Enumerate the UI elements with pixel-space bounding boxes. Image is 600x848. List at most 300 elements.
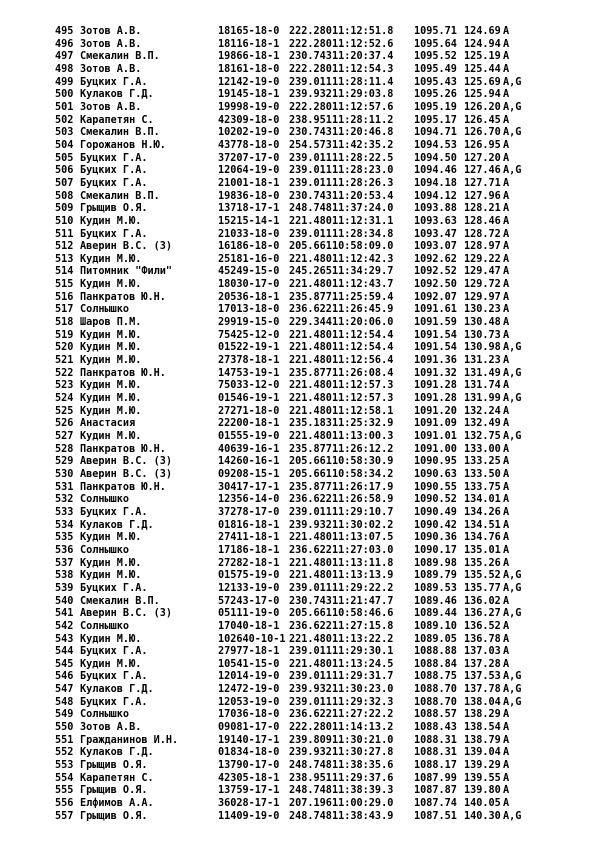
owner-name: Грыщив О.Я. xyxy=(80,760,148,772)
place-number: 496 xyxy=(55,38,74,50)
coefficient-value: 137.03 xyxy=(464,646,501,658)
ring-number: 21033-18-0 xyxy=(218,228,280,240)
distance-km: 221.480 xyxy=(289,279,332,291)
table-row xyxy=(0,317,600,330)
coefficient-value: 132.49 xyxy=(464,418,501,430)
ring-number: 37207-17-0 xyxy=(218,152,280,164)
ring-number: 18116-18-1 xyxy=(218,38,280,50)
arrival-time: 10:58:34.2 xyxy=(332,468,394,480)
arrival-time: 11:28:11.4 xyxy=(332,76,394,88)
place-number: 531 xyxy=(55,481,74,493)
distance-km: 239.011 xyxy=(289,76,332,88)
owner-name: Карапетян С. xyxy=(80,772,154,784)
place-number: 509 xyxy=(55,203,74,215)
speed-value: 1087.87 xyxy=(414,785,457,797)
speed-value: 1094.46 xyxy=(414,165,457,177)
owner-name: Зотов А.В. xyxy=(80,722,142,734)
place-number: 537 xyxy=(55,557,74,569)
distance-km: 230.743 xyxy=(289,51,332,63)
place-number: 548 xyxy=(55,696,74,708)
distance-km: 235.183 xyxy=(289,418,332,430)
arrival-time: 11:12:54.3 xyxy=(332,63,394,75)
place-number: 535 xyxy=(55,532,74,544)
flag-codes: A xyxy=(503,215,510,227)
table-row xyxy=(0,444,600,457)
table-row xyxy=(0,266,600,279)
arrival-time: 11:21:47.7 xyxy=(332,595,394,607)
coefficient-value: 140.05 xyxy=(464,798,501,810)
speed-value: 1094.71 xyxy=(414,127,457,139)
flag-codes: A xyxy=(503,532,510,544)
place-number: 536 xyxy=(55,544,74,556)
flag-codes: A xyxy=(503,380,510,392)
ring-number: 01555-19-0 xyxy=(218,431,280,442)
arrival-time: 11:28:23.0 xyxy=(332,165,394,177)
distance-km: 230.743 xyxy=(289,190,332,202)
owner-name: Кудин М.Ю. xyxy=(80,557,142,569)
owner-name: Кулаков Г.Д. xyxy=(80,747,154,759)
owner-name: Зотов А.В. xyxy=(80,63,142,75)
flag-codes: A xyxy=(503,772,510,784)
place-number: 546 xyxy=(55,671,74,683)
arrival-time: 11:29:31.7 xyxy=(332,671,394,683)
table-row xyxy=(0,482,600,495)
ring-number: 18161-18-0 xyxy=(218,63,280,75)
speed-value: 1087.99 xyxy=(414,772,457,784)
flag-codes: A xyxy=(503,785,510,797)
speed-value: 1095.52 xyxy=(414,51,457,63)
ring-number: 13718-17-1 xyxy=(218,203,280,215)
flag-codes: A xyxy=(503,38,510,50)
coefficient-value: 132.24 xyxy=(464,405,501,417)
coefficient-value: 128.21 xyxy=(464,203,501,215)
distance-km: 221.480 xyxy=(289,355,332,367)
ring-number: 30417-17-1 xyxy=(218,481,280,493)
coefficient-value: 137.53 xyxy=(464,671,501,683)
coefficient-value: 139.55 xyxy=(464,772,501,784)
flag-codes: A,G xyxy=(503,582,522,594)
owner-name: Кудин М.Ю. xyxy=(80,342,142,354)
place-number: 523 xyxy=(55,380,74,392)
table-row xyxy=(0,89,600,102)
arrival-time: 11:29:03.8 xyxy=(332,89,394,101)
arrival-time: 11:12:31.1 xyxy=(332,215,394,227)
table-row xyxy=(0,178,600,191)
speed-value: 1092.62 xyxy=(414,253,457,265)
arrival-time: 11:37:24.0 xyxy=(332,203,394,215)
arrival-time: 11:00:29.0 xyxy=(332,798,394,810)
arrival-time: 11:27:15.8 xyxy=(332,620,394,632)
speed-value: 1091.01 xyxy=(414,431,457,442)
speed-value: 1093.88 xyxy=(414,203,457,215)
owner-name: Кудин М.Ю. xyxy=(80,355,142,367)
distance-km: 205.661 xyxy=(289,241,332,253)
place-number: 517 xyxy=(55,304,74,316)
ring-number: 17013-18-0 xyxy=(218,304,280,316)
coefficient-value: 134.76 xyxy=(464,532,501,544)
arrival-time: 11:12:43.7 xyxy=(332,279,394,291)
place-number: 544 xyxy=(55,646,74,658)
speed-value: 1095.64 xyxy=(414,38,457,50)
coefficient-value: 138.29 xyxy=(464,709,501,721)
coefficient-value: 128.72 xyxy=(464,228,501,240)
coefficient-value: 140.30 xyxy=(464,810,501,822)
owner-name: Грыщив О.Я. xyxy=(80,785,148,797)
owner-name: Смекалин В.П. xyxy=(80,595,160,607)
distance-km: 236.622 xyxy=(289,544,332,556)
place-number: 506 xyxy=(55,165,74,177)
speed-value: 1091.32 xyxy=(414,367,457,379)
speed-value: 1093.63 xyxy=(414,215,457,227)
distance-km: 221.480 xyxy=(289,557,332,569)
speed-value: 1088.70 xyxy=(414,696,457,708)
table-row xyxy=(0,51,600,64)
coefficient-value: 132.75 xyxy=(464,431,501,442)
flag-codes: A,G xyxy=(503,570,522,582)
table-row xyxy=(0,558,600,571)
owner-name: Буцких Г.А. xyxy=(80,177,148,189)
owner-name: Кудин М.Ю. xyxy=(80,570,142,582)
distance-km: 235.877 xyxy=(289,367,332,379)
arrival-time: 11:34:29.7 xyxy=(332,266,394,278)
ring-number: 43778-18-0 xyxy=(218,139,280,151)
flag-codes: A xyxy=(503,89,510,101)
coefficient-value: 139.04 xyxy=(464,747,501,759)
owner-name: Кудин М.Ю. xyxy=(80,253,142,265)
arrival-time: 11:29:32.3 xyxy=(332,696,394,708)
ring-number: 09208-15-1 xyxy=(218,468,280,480)
ring-number: 05111-19-0 xyxy=(218,608,280,620)
speed-value: 1089.44 xyxy=(414,608,457,620)
ring-number: 19866-18-1 xyxy=(218,51,280,63)
flag-codes: A xyxy=(503,405,510,417)
arrival-time: 11:26:45.9 xyxy=(332,304,394,316)
distance-km: 238.951 xyxy=(289,772,332,784)
table-row xyxy=(0,406,600,419)
flag-codes: A xyxy=(503,152,510,164)
arrival-time: 11:12:54.4 xyxy=(332,342,394,354)
ring-number: 42305-18-1 xyxy=(218,772,280,784)
flag-codes: A,G xyxy=(503,608,522,620)
speed-value: 1087.74 xyxy=(414,798,457,810)
place-number: 522 xyxy=(55,367,74,379)
distance-km: 239.011 xyxy=(289,646,332,658)
owner-name: Буцких Г.А. xyxy=(80,582,148,594)
place-number: 545 xyxy=(55,658,74,670)
table-row xyxy=(0,216,600,229)
ring-number: 12142-19-0 xyxy=(218,76,280,88)
flag-codes: A,G xyxy=(503,684,522,696)
ring-number: 75425-12-0 xyxy=(218,329,280,341)
arrival-time: 11:27:22.2 xyxy=(332,709,394,721)
speed-value: 1091.00 xyxy=(414,443,457,455)
distance-km: 205.661 xyxy=(289,608,332,620)
distance-km: 221.480 xyxy=(289,215,332,227)
ring-number: 16186-18-0 xyxy=(218,241,280,253)
distance-km: 222.280 xyxy=(289,26,332,37)
distance-km: 236.622 xyxy=(289,494,332,506)
place-number: 503 xyxy=(55,127,74,139)
speed-value: 1094.12 xyxy=(414,190,457,202)
distance-km: 254.573 xyxy=(289,139,332,151)
table-row xyxy=(0,697,600,710)
arrival-time: 11:28:26.3 xyxy=(332,177,394,189)
table-row xyxy=(0,773,600,786)
distance-km: 239.932 xyxy=(289,519,332,531)
ring-number: 01575-19-0 xyxy=(218,570,280,582)
flag-codes: A,G xyxy=(503,342,522,354)
ring-number: 36028-17-1 xyxy=(218,798,280,810)
distance-km: 239.809 xyxy=(289,734,332,746)
owner-name: Кудин М.Ю. xyxy=(80,633,142,645)
coefficient-value: 133.25 xyxy=(464,456,501,468)
table-row xyxy=(0,760,600,773)
owner-name: Гражданинов И.Н. xyxy=(80,734,179,746)
arrival-time: 11:26:17.9 xyxy=(332,481,394,493)
distance-km: 239.011 xyxy=(289,152,332,164)
distance-km: 239.011 xyxy=(289,177,332,189)
speed-value: 1092.50 xyxy=(414,279,457,291)
owner-name: Карапетян С. xyxy=(80,114,154,126)
table-row xyxy=(0,747,600,760)
owner-name: Кулаков Г.Д. xyxy=(80,519,154,531)
place-number: 533 xyxy=(55,506,74,518)
flag-codes: A xyxy=(503,329,510,341)
coefficient-value: 138.54 xyxy=(464,722,501,734)
distance-km: 205.661 xyxy=(289,456,332,468)
place-number: 512 xyxy=(55,241,74,253)
place-number: 518 xyxy=(55,317,74,329)
flag-codes: A,G xyxy=(503,127,522,139)
speed-value: 1090.52 xyxy=(414,494,457,506)
ring-number: 12472-19-0 xyxy=(218,684,280,696)
speed-value: 1089.98 xyxy=(414,557,457,569)
place-number: 500 xyxy=(55,89,74,101)
coefficient-value: 128.97 xyxy=(464,241,501,253)
coefficient-value: 129.97 xyxy=(464,291,501,303)
distance-km: 239.932 xyxy=(289,684,332,696)
coefficient-value: 136.52 xyxy=(464,620,501,632)
table-row xyxy=(0,292,600,305)
flag-codes: A,G xyxy=(503,431,522,442)
arrival-time: 11:38:35.6 xyxy=(332,760,394,772)
table-row xyxy=(0,596,600,609)
ring-number: 11409-19-0 xyxy=(218,810,280,822)
speed-value: 1090.49 xyxy=(414,506,457,518)
table-row xyxy=(0,115,600,128)
owner-name: Анастасия xyxy=(80,418,136,430)
arrival-time: 10:58:46.6 xyxy=(332,608,394,620)
arrival-time: 11:13:24.5 xyxy=(332,658,394,670)
owner-name: Солнышко xyxy=(80,544,130,556)
flag-codes: A xyxy=(503,633,510,645)
owner-name: Солнышко xyxy=(80,304,130,316)
coefficient-value: 137.78 xyxy=(464,684,501,696)
place-number: 529 xyxy=(55,456,74,468)
ring-number: 27271-18-0 xyxy=(218,405,280,417)
distance-km: 239.011 xyxy=(289,582,332,594)
place-number: 515 xyxy=(55,279,74,291)
flag-codes: A xyxy=(503,177,510,189)
distance-km: 221.480 xyxy=(289,405,332,417)
speed-value: 1093.07 xyxy=(414,241,457,253)
speed-value: 1088.70 xyxy=(414,684,457,696)
place-number: 547 xyxy=(55,684,74,696)
place-number: 539 xyxy=(55,582,74,594)
arrival-time: 11:30:21.0 xyxy=(332,734,394,746)
owner-name: Кудин М.Ю. xyxy=(80,393,142,405)
arrival-time: 10:58:30.9 xyxy=(332,456,394,468)
ring-number: 29919-15-0 xyxy=(218,317,280,329)
coefficient-value: 124.69 xyxy=(464,26,501,37)
owner-name: Кудин М.Ю. xyxy=(80,215,142,227)
table-row xyxy=(0,634,600,647)
distance-km: 235.877 xyxy=(289,443,332,455)
ring-number: 19836-18-0 xyxy=(218,190,280,202)
table-row xyxy=(0,798,600,811)
coefficient-value: 135.52 xyxy=(464,570,501,582)
ring-number: 17036-18-0 xyxy=(218,709,280,721)
owner-name: Грыщив О.Я. xyxy=(80,203,148,215)
speed-value: 1091.28 xyxy=(414,393,457,405)
coefficient-value: 135.77 xyxy=(464,582,501,594)
distance-km: 221.480 xyxy=(289,532,332,544)
flag-codes: A xyxy=(503,646,510,658)
table-row xyxy=(0,393,600,406)
owner-name: Зотов А.В. xyxy=(80,26,142,37)
arrival-time: 11:42:35.2 xyxy=(332,139,394,151)
distance-km: 239.932 xyxy=(289,747,332,759)
ring-number: 19140-17-1 xyxy=(218,734,280,746)
coefficient-value: 136.27 xyxy=(464,608,501,620)
distance-km: 239.011 xyxy=(289,671,332,683)
flag-codes: A xyxy=(503,317,510,329)
place-number: 502 xyxy=(55,114,74,126)
speed-value: 1095.71 xyxy=(414,26,457,37)
table-row xyxy=(0,684,600,697)
flag-codes: A xyxy=(503,760,510,772)
owner-name: Буцких Г.А. xyxy=(80,228,148,240)
arrival-time: 11:12:52.6 xyxy=(332,38,394,50)
owner-name: Питомник "Фили" xyxy=(80,266,173,278)
table-row xyxy=(0,709,600,722)
speed-value: 1094.50 xyxy=(414,152,457,164)
place-number: 554 xyxy=(55,772,74,784)
coefficient-value: 135.26 xyxy=(464,557,501,569)
arrival-time: 11:28:34.8 xyxy=(332,228,394,240)
arrival-time: 11:27:03.0 xyxy=(332,544,394,556)
speed-value: 1091.54 xyxy=(414,342,457,354)
distance-km: 235.877 xyxy=(289,291,332,303)
arrival-time: 11:26:08.4 xyxy=(332,367,394,379)
speed-value: 1089.10 xyxy=(414,620,457,632)
flag-codes: A xyxy=(503,266,510,278)
flag-codes: A xyxy=(503,747,510,759)
distance-km: 222.280 xyxy=(289,38,332,50)
flag-codes: A xyxy=(503,203,510,215)
ring-number: 27977-18-1 xyxy=(218,646,280,658)
place-number: 495 xyxy=(55,26,74,37)
owner-name: Кудин М.Ю. xyxy=(80,380,142,392)
coefficient-value: 134.51 xyxy=(464,519,501,531)
arrival-time: 10:58:09.0 xyxy=(332,241,394,253)
ring-number: 27282-18-1 xyxy=(218,557,280,569)
distance-km: 221.480 xyxy=(289,658,332,670)
arrival-time: 11:30:02.2 xyxy=(332,519,394,531)
place-number: 556 xyxy=(55,798,74,810)
speed-value: 1088.43 xyxy=(414,722,457,734)
coefficient-value: 133.00 xyxy=(464,443,501,455)
place-number: 542 xyxy=(55,620,74,632)
owner-name: Смекалин В.П. xyxy=(80,127,160,139)
place-number: 525 xyxy=(55,405,74,417)
distance-km: 221.480 xyxy=(289,342,332,354)
ring-number: 19145-18-1 xyxy=(218,89,280,101)
place-number: 499 xyxy=(55,76,74,88)
flag-codes: A xyxy=(503,291,510,303)
flag-codes: A,G xyxy=(503,76,522,88)
arrival-time: 11:12:54.4 xyxy=(332,329,394,341)
flag-codes: A xyxy=(503,279,510,291)
ring-number: 12133-19-0 xyxy=(218,582,280,594)
ring-number: 102640-10-1 xyxy=(218,633,286,645)
distance-km: 207.196 xyxy=(289,798,332,810)
distance-km: 235.877 xyxy=(289,481,332,493)
distance-km: 236.622 xyxy=(289,620,332,632)
flag-codes: A xyxy=(503,722,510,734)
arrival-time: 11:20:53.4 xyxy=(332,190,394,202)
coefficient-value: 129.72 xyxy=(464,279,501,291)
place-number: 511 xyxy=(55,228,74,240)
place-number: 553 xyxy=(55,760,74,772)
flag-codes: A xyxy=(503,26,510,37)
ring-number: 12053-19-0 xyxy=(218,696,280,708)
speed-value: 1091.20 xyxy=(414,405,457,417)
place-number: 520 xyxy=(55,342,74,354)
flag-codes: A xyxy=(503,544,510,556)
speed-value: 1088.84 xyxy=(414,658,457,670)
place-number: 526 xyxy=(55,418,74,430)
place-number: 550 xyxy=(55,722,74,734)
coefficient-value: 130.73 xyxy=(464,329,501,341)
distance-km: 245.265 xyxy=(289,266,332,278)
speed-value: 1089.53 xyxy=(414,582,457,594)
speed-value: 1090.95 xyxy=(414,456,457,468)
table-row xyxy=(0,520,600,533)
speed-value: 1095.43 xyxy=(414,76,457,88)
table-row xyxy=(0,153,600,166)
distance-km: 221.480 xyxy=(289,633,332,645)
ring-number: 25181-16-0 xyxy=(218,253,280,265)
coefficient-value: 131.74 xyxy=(464,380,501,392)
coefficient-value: 130.98 xyxy=(464,342,501,354)
distance-km: 248.748 xyxy=(289,760,332,772)
flag-codes: A xyxy=(503,519,510,531)
distance-km: 238.951 xyxy=(289,114,332,126)
coefficient-value: 136.78 xyxy=(464,633,501,645)
owner-name: Кудин М.Ю. xyxy=(80,431,142,442)
arrival-time: 11:13:00.3 xyxy=(332,431,394,442)
owner-name: Кудин М.Ю. xyxy=(80,329,142,341)
speed-value: 1091.28 xyxy=(414,380,457,392)
arrival-time: 11:25:32.9 xyxy=(332,418,394,430)
speed-value: 1089.46 xyxy=(414,595,457,607)
place-number: 507 xyxy=(55,177,74,189)
ring-number: 18030-17-0 xyxy=(218,279,280,291)
table-row xyxy=(0,368,600,381)
table-row xyxy=(0,330,600,343)
distance-km: 229.344 xyxy=(289,317,332,329)
